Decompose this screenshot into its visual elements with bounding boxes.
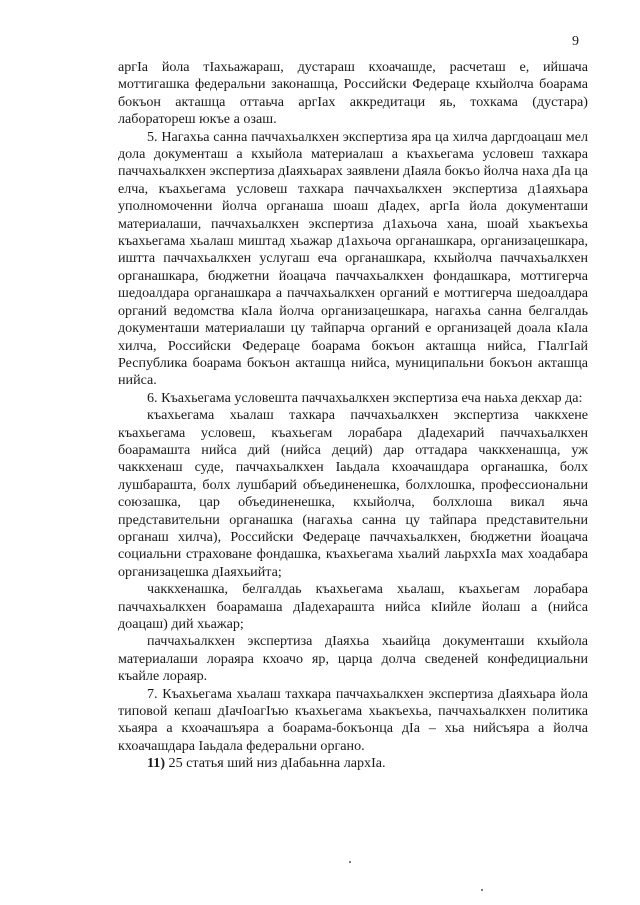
paragraph-item-6: 6. Къахьегама условешта паччахьалкхен экспертиза еча наьха декхар да: bbox=[147, 389, 583, 406]
paragraph-item-6-obligation-a: къахьегама хьалаш тахкара паччахьалкхен экспертиза чаккхене къахьегама условеш, къахьегам лорабара дIадехарий паччахьалкхен боарамашта нийса дий (нийса деций) дар оттадара чаккхенашца, уж чаккхенаш суде, паччахьалкхен Iаьдала кхоачашдара органашка, болх лушбараштa, болх лушбарий объединенешка, болхлошка, профессиональни союзашка, цар объединенешка, кхыйолча, болхлоша викал яьча представительни органашка (нагахьа санна цу тайпара представительни органаш хилча), Российски Федераце паччахьалкхен, бюджетни йоацача социальни страховане фондашка, къахьегама хьалий лаьрххIа мах хоадабара организацешка дIаяхьийта; bbox=[118, 407, 588, 580]
paragraph-item-5: 5. Нагахьа санна паччахьалкхен экспертиза яра ца хилча даргдоацаш мел дола документаш а кхыйола материалаш а къахьегама условеш тахкара паччахьалкхен экспертиза дIаяхьарах заявлени дIаяла бокъо йолча наха дIа ца елча, къахьегама условеш тахкара паччахьалкхен экспертиза д1аяхьара уполномоченни йолча органаша шоаш дIадех, аргIа йола документаши материалаши, паччахьалкхен экспертиза д1ахьоча хана, шоай хьакъехьа къахьегама хьалаш миштад хьажар д1ахьоча органашкара, организацешкара, иштта паччахьалкхен услугаш еча органашкара, кхыйолча паччахьалкхен органашкара, бюджетни йоацача паччахьалкхен фондашкара, моттигерча шедоалдара органашкара а паччахьалкхен органий е моттигерча шедоалдара органий ведомства кIала йолча организацешкара, нагахьа санна белгалдаь документаши материалаши цу тайпарча органий е организацей доала кIала хилча, Российски Федераце боарама бокъон акташца нийса, ГIалгIай Республика боарама бокъон акташца нийса, муниципальни бокъон акташца нийса. bbox=[118, 128, 588, 389]
paragraph-item-7: 7. Къахьегама хьалаш тахкара паччахьалкхен экспертиза дIаяхьара йола типовой кепаш дIачIоагIъю къахьегама хьакъехьа, паччахьалкхен политика хьаяра а кхоачашъяра а боарама-бокъонца дIа – хьа нийсъяра а йолча кхоачашдара Iаьдала федеральни органо. bbox=[118, 685, 588, 754]
paragraph-item-6-obligation-c: паччахьалкхен экспертиза дIаяхьа хьаийца документаши кхыйола материалаши лорaяра кхоачо яр, царца долча сведеней конфедициальни къайле лораяр. bbox=[118, 633, 588, 685]
document-body bbox=[118, 59, 588, 773]
scan-speck bbox=[481, 889, 483, 891]
paragraph-item-6-obligation-b: чаккхенашка, белгалдаь къахьегама хьалаш, къахьегам лорабара паччахьалкхен боарамаша дIадехарашта нийса кIийле йолаш а (нийса доацаш) дий хьажар; bbox=[118, 581, 588, 632]
scan-speck bbox=[349, 861, 351, 863]
item-11-text: 25 статья ший низ дIабаьнна лархIа. bbox=[165, 755, 386, 772]
paragraph-continuation: аргIа йола тIахьажараш, дустараш кхоачашде, расчеташ е, ийшача моттигашка федеральни законашца, Российски Федераце кхыйолча боарама бокъон акташца оттаьча аргIах аккредитаци яь, тохкама (дустара) лабораторeш юкъе а озаш. bbox=[118, 59, 588, 128]
item-11-number: 11) bbox=[147, 755, 166, 772]
paragraph-item-11 bbox=[118, 755, 588, 772]
page-number: 9 bbox=[572, 34, 579, 49]
